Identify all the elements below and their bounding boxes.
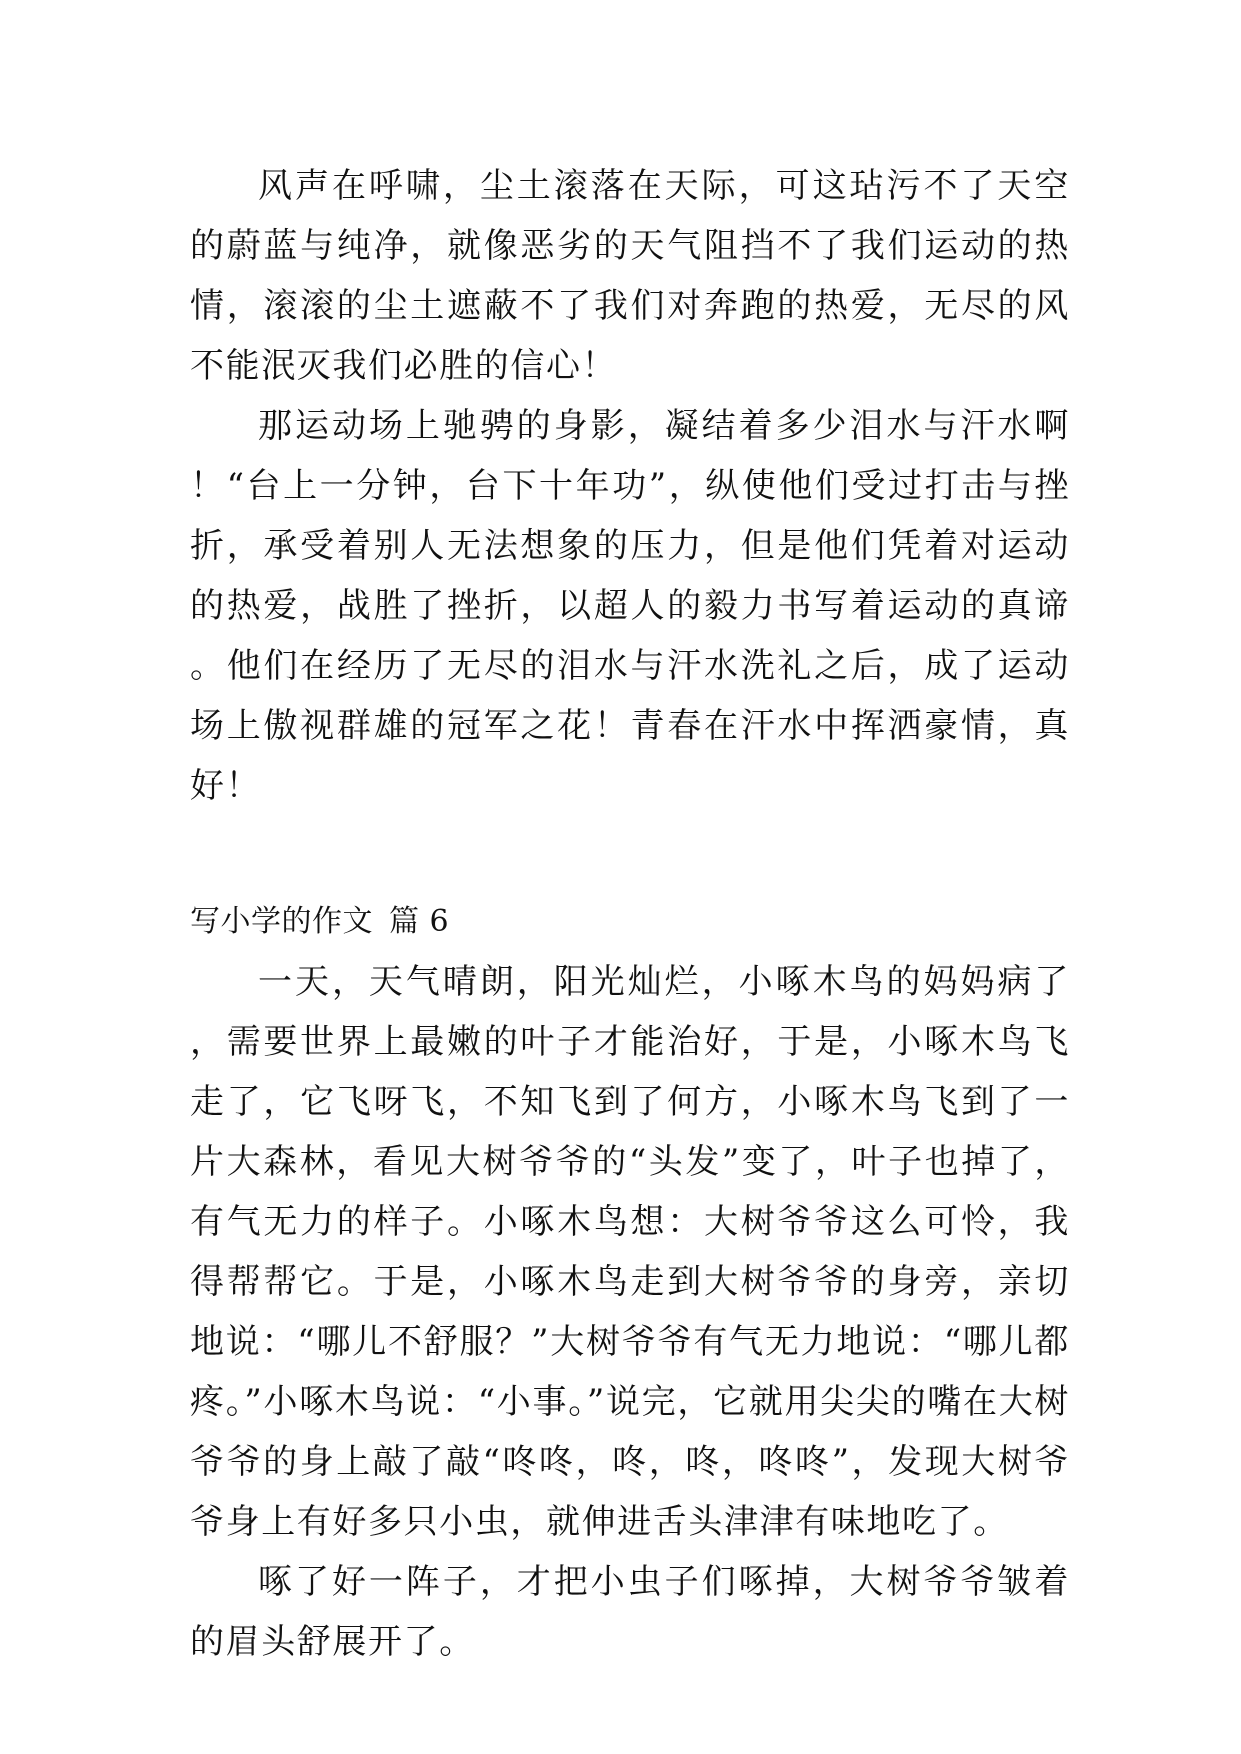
- paragraph-wind: 风声在呼啸，尘土滚落在天际，可这玷污不了天空的蔚蓝与纯净，就像恶劣的天气阻挡不了我们运动的热情，滚滚的尘土遮蔽不了我们对奔跑的热爱，无尽的风不能泯灭我们必胜的信心！: [190, 166, 1070, 386]
- paragraph-woodpecker: 一天，天气晴朗，阳光灿烂，小啄木鸟的妈妈病了，需要世界上最嫩的叶子才能治好，于是，小啄木鸟飞走了，它飞呀飞，不知飞到了何方，小啄木鸟飞到了一片大森林，看见大树爷爷的“头发”变了，叶子也掉了，有气无力的样子。小啄木鸟想：大树爷爷这么可怜，我得帮帮它。于是，小啄木鸟走到大树爷爷的身旁，亲切地说：“哪儿不舒服？”大树爷爷有气无力地说：“哪儿都疼。”小啄木鸟说：“小事。”说完，它就用尖尖的嘴在大树爷爷的身上敲了敲“咚咚，咚，咚，咚咚”，发现大树爷爷身上有好多只小虫，就伸进舌头津津有味地吃了。: [190, 962, 1070, 1542]
- section-number: 篇 6: [389, 904, 450, 939]
- document-body: [190, 156, 1070, 1672]
- paragraph-ending: 啄了好一阵子，才把小虫子们啄掉，大树爷爷皱着的眉头舒展开了。: [190, 1562, 1070, 1662]
- paragraph-athletes: 那运动场上驰骋的身影，凝结着多少泪水与汗水啊！“台上一分钟，台下十年功”，纵使他们受过打击与挫折，承受着别人无法想象的压力，但是他们凭着对运动的热爱，战胜了挫折，以超人的毅力书写着运动的真谛。他们在经历了无尽的泪水与汗水洗礼之后，成了运动场上傲视群雄的冠军之花！青春在汗水中挥洒豪情，真好！: [190, 406, 1070, 806]
- section-heading: [190, 892, 1070, 952]
- section-title: 写小学的作文: [190, 904, 373, 939]
